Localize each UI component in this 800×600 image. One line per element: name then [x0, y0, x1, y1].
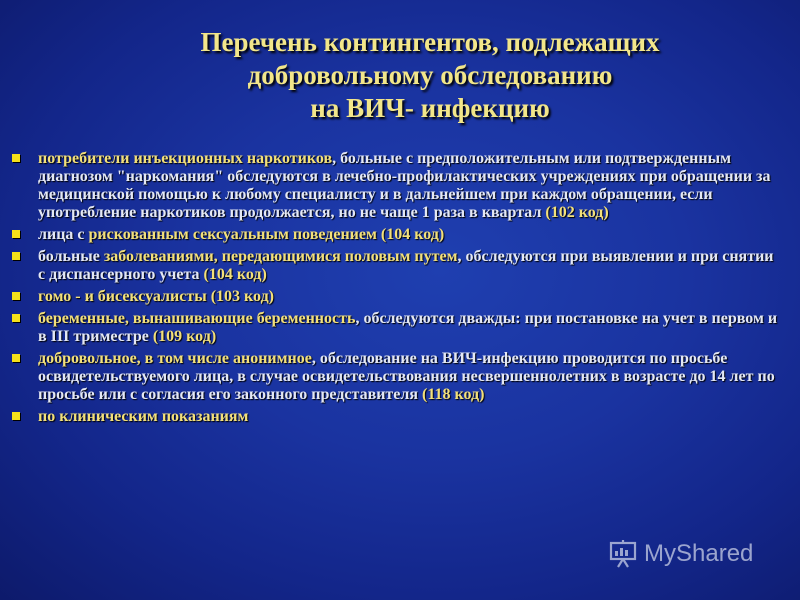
item-highlight: гомо - и бисексуалисты (103 код): [38, 288, 274, 305]
item-text-2: , обследуются при выявлении и при снятии с диспансерного учета: [38, 248, 774, 283]
bullet-icon: [12, 252, 20, 260]
list-item-risky-sexual-behavior: [8, 226, 780, 244]
list-item-voluntary-anonymous: [8, 350, 780, 404]
item-text: , больные с предположительным или подтвержденным диагнозом "наркомания" обследуются в лечебно-профилактических учреждениях при обращении за медицинской помощью к любому специалисту и в дальнейшем при каждом обращении, если употребление наркотиков продолжается, но не чаще 1 раза в квартал: [38, 150, 771, 221]
item-highlight: беременные, вынашивающие беременность: [38, 310, 356, 327]
bullet-list: [8, 150, 780, 430]
list-item-clinical-indications: [8, 408, 780, 426]
item-code: (102 код): [545, 204, 609, 221]
title-line-1: Перечень контингентов, подлежащих: [200, 27, 660, 57]
item-highlight: добровольное, в том числе анонимное: [38, 350, 312, 367]
presentation-board-icon: [608, 539, 638, 569]
watermark-text: MyShared: [644, 540, 754, 567]
bullet-icon: [12, 314, 20, 322]
bullet-icon: [12, 412, 20, 420]
title-line-3: на ВИЧ- инфекцию: [310, 93, 550, 123]
list-item-pregnant: [8, 310, 780, 346]
item-code: (104 код): [203, 266, 267, 283]
item-highlight: по клиническим показаниям: [38, 408, 249, 425]
list-item-sti-patients: [8, 248, 780, 284]
bullet-icon: [12, 354, 20, 362]
slide-title: [130, 26, 730, 125]
title-line-2: добровольному обследованию: [247, 60, 613, 90]
bullet-icon: [12, 230, 20, 238]
bullet-icon: [12, 292, 20, 300]
list-item-injection-drug-users: [8, 150, 780, 222]
item-code: (109 код): [152, 328, 217, 345]
item-highlight: потребители инъекционных наркотиков: [38, 150, 333, 167]
item-text: , обследование на ВИЧ-инфекцию проводится по просьбе освидетельствуемого лица, в случае освидетельствования несвершеннолетних в возрасте до 14 лет по просьбе или с согласия его законного представителя: [38, 350, 775, 403]
item-highlight: заболеваниями, передающимися половым путем: [103, 248, 458, 265]
item-text: , обследуются дважды: при постановке на учет в первом и в III триместре: [38, 310, 778, 345]
watermark-logo: [608, 537, 753, 571]
item-code: (118 код): [422, 386, 485, 403]
bullet-icon: [12, 154, 20, 162]
item-highlight: рискованным сексуальным поведением (104 код): [88, 226, 445, 243]
item-text: лица с: [38, 226, 89, 243]
list-item-homo-bisexual: [8, 288, 780, 306]
item-text: больные: [38, 248, 104, 265]
